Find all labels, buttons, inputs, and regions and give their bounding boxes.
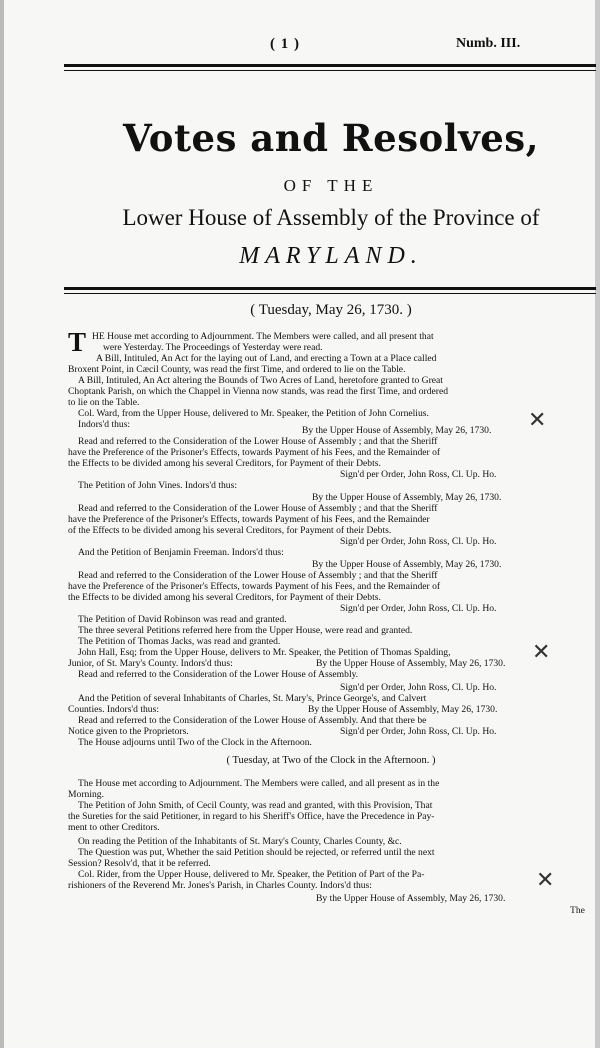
text-line: By the Upper House of Assembly, May 26, 1730.	[312, 492, 502, 503]
handwritten-x-mark: ✕	[528, 408, 547, 433]
text-line: The three several Petitions referred here from the Upper House, were read and granted.	[78, 625, 413, 636]
text-line: By the Upper House of Assembly, May 26, 1730.	[316, 893, 506, 904]
title-rule-thin	[64, 293, 596, 294]
issue-number: Numb. III.	[456, 36, 521, 51]
text-line: The House met according to Adjournment. The Members were called, and all present as in the	[78, 778, 440, 789]
text-line: By the Upper House of Assembly, May 26, 1730.	[308, 704, 498, 715]
text-line: And the Petition of Benjamin Freeman. Indors'd thus:	[78, 547, 284, 558]
text-line: ment to other Creditors.	[68, 822, 160, 833]
drop-cap: T	[68, 327, 87, 357]
text-line: The Petition of David Robinson was read and granted.	[78, 614, 287, 625]
text-line: rishioners of the Reverend Mr. Jones's Parish, in Charles County. Indors'd thus:	[68, 880, 372, 891]
text-line: Read and referred to the Consideration of the Lower House of Assembly ; and that the Sheriff	[78, 436, 438, 447]
text-line: Sign'd per Order, John Ross, Cl. Up. Ho.	[340, 682, 497, 693]
title-maryland: MARYLAND.	[239, 243, 423, 269]
text-line: the Effects to be divided among his several Creditors, for Payment of their Debts.	[68, 458, 381, 469]
text-line: to lie on the Table.	[68, 397, 140, 408]
text-line: have the Preference of the Prisoner's Effects, towards Payment of his Fees, and the Remainder of	[68, 447, 441, 458]
text-line: Sign'd per Order, John Ross, Cl. Up. Ho.	[340, 469, 497, 480]
text-line: The Petition of John Vines. Indors'd thus:	[78, 480, 237, 491]
text-line: The House adjourns until Two of the Clock in the Afternoon.	[78, 737, 312, 748]
text-line: Read and referred to the Consideration of the Lower House of Assembly.	[78, 669, 359, 680]
text-line: The Petition of Thomas Jacks, was read and granted.	[78, 636, 281, 647]
text-line: Col. Ward, from the Upper House, delivered to Mr. Speaker, the Petition of John Cornelius.	[78, 408, 429, 419]
text-line: Counties. Indors'd thus:	[68, 704, 160, 715]
text-line: have the Preference of the Prisoner's Effects, towards Payment of his Fees, and the Remainder	[68, 514, 430, 525]
text-line: The Petition of John Smith, of Cecil County, was read and granted, with this Provision, That	[78, 800, 433, 811]
text-line: And the Petition of several Inhabitants of Charles, St. Mary's, Prince George's, and Calvert	[78, 693, 427, 704]
title-of-the: OF THE	[283, 176, 379, 195]
text-line: Col. Rider, from the Upper House, delivered to Mr. Speaker, the Petition of Part of the Pa-	[78, 869, 425, 880]
text-line: the Sureties for the said Petitioner, in regard to his Sheriff's Office, have the Precedence in Pay-	[68, 811, 435, 822]
text-line: By the Upper House of Assembly, May 26, 1730.	[316, 658, 506, 669]
text-line: By the Upper House of Assembly, May 26, 1730.	[302, 425, 492, 436]
text-line: HE House met according to Adjournment. The Members were called, and all present that	[92, 331, 434, 342]
text-line: the Effects to be divided among his several Creditors, for Payment of their Debts.	[68, 592, 381, 603]
text-line: Indors'd thus:	[78, 419, 131, 430]
text-line: Junior, of St. Mary's County. Indors'd thus:	[68, 658, 233, 669]
title-lower-house: Lower House of Assembly of the Province of	[122, 205, 540, 230]
text-line: of the Effects to be divided among his several Creditors, for Payment of their Debts.	[68, 525, 392, 536]
text-line: Notice given to the Proprietors.	[68, 726, 189, 737]
text-line: were Yesterday. The Proceedings of Yesterday were read.	[103, 342, 323, 353]
text-line: Broxent Point, in Cæcil County, was read the first Time, and ordered to lie on the Table.	[68, 364, 406, 375]
text-line: Morning.	[68, 789, 104, 800]
handwritten-x-mark: ✕	[536, 868, 555, 893]
text-line: A Bill, Intituled, An Act altering the Bounds of Two Acres of Land, heretofore granted to Great	[78, 375, 443, 386]
page-edge-left	[0, 0, 4, 1048]
text-line: John Hall, Esq; from the Upper House, delivers to Mr. Speaker, the Petition of Thomas Spalding,	[78, 647, 451, 658]
date-heading: ( Tuesday, May 26, 1730. )	[250, 302, 412, 318]
handwritten-x-mark: ✕	[532, 640, 551, 665]
document-title: Votes and Resolves,	[122, 116, 540, 160]
page-number: ( 1 )	[270, 36, 300, 52]
text-line: By the Upper House of Assembly, May 26, 1730.	[312, 559, 502, 570]
text-line: Choptank Parish, on which the Chappel in Vienna now stands, was read the first Time, and ordered	[68, 386, 449, 397]
top-rule-thick	[64, 64, 596, 67]
text-line: have the Preference of the Prisoner's Effects, towards Payment of his Fees, and the Remainder of	[68, 581, 441, 592]
text-line: Read and referred to the Consideration of the Lower House of Assembly ; and that the Sheriff	[78, 503, 438, 514]
text-line: The	[570, 905, 585, 916]
text-line: On reading the Petition of the Inhabitants of St. Mary's County, Charles County, &c.	[78, 836, 402, 847]
afternoon-heading: ( Tuesday, at Two of the Clock in the Afternoon. )	[226, 755, 436, 766]
text-line: A Bill, Intituled, An Act for the laying out of Land, and erecting a Town at a Place called	[96, 353, 437, 364]
top-rule-thin	[64, 70, 596, 71]
text-line: Sign'd per Order, John Ross, Cl. Up. Ho.	[340, 726, 497, 737]
text-line: Session? Resolv'd, that it be referred.	[68, 858, 211, 869]
text-line: Sign'd per Order, John Ross, Cl. Up. Ho.	[340, 536, 497, 547]
title-rule-thick	[64, 287, 596, 290]
text-line: Sign'd per Order, John Ross, Cl. Up. Ho.	[340, 603, 497, 614]
text-line: Read and referred to the Consideration of the Lower House of Assembly ; and that the Sheriff	[78, 570, 438, 581]
text-line: Read and referred to the Consideration of the Lower House of Assembly. And that there be	[78, 715, 427, 726]
text-line: The Question was put, Whether the said Petition should be rejected, or referred until the next	[78, 847, 435, 858]
